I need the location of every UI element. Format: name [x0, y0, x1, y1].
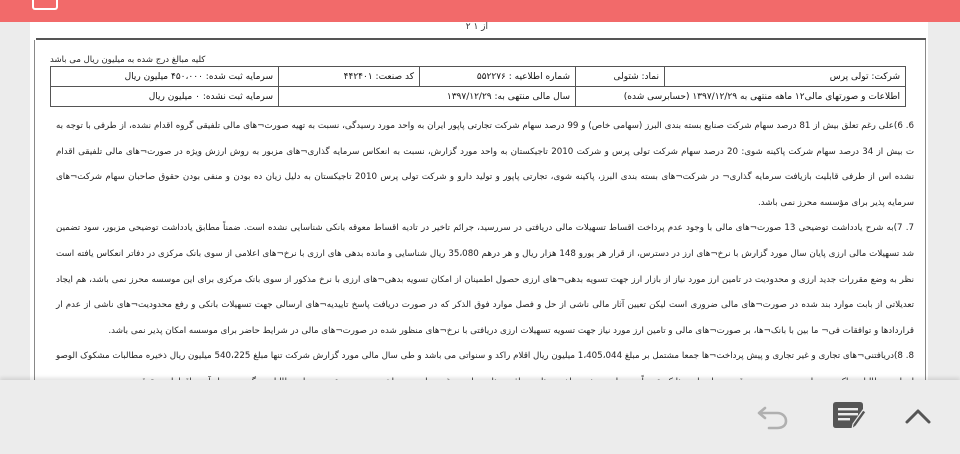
fiscal-end-value: ۱۳۹۷/۱۲/۲۹ [446, 91, 492, 102]
registered-capital-label: سرمایه ثبت شده: [205, 71, 273, 82]
top-app-bar [0, 0, 960, 22]
company-label: شرکت: [871, 71, 900, 82]
company-value: تولی پرس [829, 71, 869, 82]
statement-cell [576, 87, 906, 107]
page-header-fragment: ۲ از ۱ [465, 22, 488, 32]
symbol-cell [576, 67, 665, 87]
industry-cell [279, 67, 420, 87]
undo-icon[interactable] [755, 400, 791, 436]
industry-label: کد صنعت: [375, 71, 414, 82]
paragraph-7: 7. 7)به شرح یادداشت توضیحی 13 صورت¬های مالی با وجود عدم پرداخت اقساط تسهیلات مالی دریافتی در سررسید، جرائم تاخیر در تادیه اقساط معوقه بانکی شناسایی نشده است. ضمناً مطابق یادداشت توضیحی مزبور، سود تضمین شد تسهیلات مالی ارزی پایان سال مورد گزارش با نرخ¬های ارز در دسترس، از قرار هر یورو 148 هزار ریال و هر درهم 35،080 ریال شناسایی و مانده بدهی های ارزی با نرخ¬های اعلامی از سوی بانک مرکزی در دفاتر انعکاس یافته است نظر به وضع مقررات جدید ارزی و محدودیت در تامین ارز مورد نیاز از بازار ارز جهت تسویه بدهی¬های ارزی حصول اطمینان از امکان تسویه بدهی¬های ارزی با نرخ مذکور از سوی بانک مرکزی برای این موسسه محرز نمی باشد، هم ایجاد تعدیلاتی از بابت موارد بند شده در صورت¬های مالی ضروری است لیکن تعیین آثار مالی ناشی از حل و فصل موارد فوق الذکر که در صورت دریافت پاسخ تاییدیه¬های ارسالی جهت تسهیلات بانکی و رفع محدودیت¬های ناشی از عدم ار قراردادها و توافقات فی¬ ما بین با بانک¬ها، بر صورت¬های مالی و تامین ارز مورد نیاز جهت تسویه تسهیلات ارزی دریافتی با نرخ¬های منظور شده در صورت¬های مالی در شرایط حاضر برای موسسه امکان پذیر نمی باشد. [56, 223, 914, 336]
industry-value: ۴۴۲۴۰۱ [343, 71, 373, 82]
chevron-up-icon[interactable] [902, 402, 934, 434]
notes-edit-icon[interactable] [830, 400, 870, 438]
fiscal-end-label: سال مالی منتهی به: [494, 91, 570, 102]
info-row-2 [51, 87, 906, 107]
notice-cell [420, 67, 576, 87]
document-page[interactable] [30, 22, 928, 380]
notice-label: شماره اطلاعیه : [508, 71, 570, 82]
symbol-label: نماد: [641, 71, 659, 82]
bottom-toolbar [0, 380, 960, 454]
statement-text: اطلاعات و صورتهای مالی۱۲ ماهه منتهی به ۱۳۹۷/۱۲/۲۹ (حسابرسی شده) [623, 91, 900, 102]
app-logo-icon [32, 0, 58, 10]
unit-note: کلیه مبالغ درج شده به میلیون ریال می باشد [50, 55, 206, 65]
company-cell [665, 67, 906, 87]
info-row-1 [51, 67, 906, 87]
unregistered-capital-value: ۰ میلیون ریال [148, 91, 200, 102]
company-info-table [50, 66, 906, 107]
symbol-value: شتولی [613, 71, 639, 82]
fiscal-end-cell [279, 87, 576, 107]
auditor-notes-body [56, 114, 914, 396]
unregistered-capital-label: سرمایه ثبت نشده: [202, 91, 273, 102]
notice-value: ۵۵۲۲۷۶ [476, 71, 506, 82]
paragraph-6: 6. 6)علی رغم تعلق بیش از 81 درصد سهام شرکت صنایع بسته بندی البرز (سهامی خاص) و 99 درصد سهام شرکت تجارتی پاپور ایران به واحد مورد رسیدگی، نسبت به تهیه صورت¬های مالی تلفیقی گروه اقدام نشده، از طرفی با توجه به ت بیش از 34 درصد سهام شرکت پاکینه شوی: 20 درصد سهام شرکت تولی پرس و شرکت 2010 تاجیکستان به واحد مورد گزارش، نسبت به انعکاس سرمایه گذاری¬های مزبور به روش ارزش ویژه در صورت¬های مالی تلفیقی اقدام نشده اس از طرفی قابلیت بازیافت سرمایه گذاری¬ در شرکت¬های بسته بندی البرز، پاکینه شوی، تجارتی پاپور و تولید دارو و شرکت تولی پرس 2010 تاجیکستان به دلیل زیان ده بودن و منفی بودن حقوق صاحبان سهام شرکت¬های سرمایه پذیر برای مؤسسه محرز نمی باشد. [56, 121, 915, 208]
registered-capital-cell [51, 67, 279, 87]
paragraph-8: 8. 8)دریافتنی¬های تجاری و غیر تجاری و پیش پرداخت¬ها جمعا مشتمل بر مبلغ 1،405،044 میلیون ریال اقلام راکد و سنواتی می باشد و طی سال مالی مورد گزارش شرکت تنها مبلغ 540،225 میلیون ریال ذخیره مطالبات مشکوک الوصو [56, 351, 915, 362]
registered-capital-value: ۴۵۰،۰۰۰ میلیون ریال [124, 71, 203, 82]
unregistered-capital-cell [51, 87, 279, 107]
